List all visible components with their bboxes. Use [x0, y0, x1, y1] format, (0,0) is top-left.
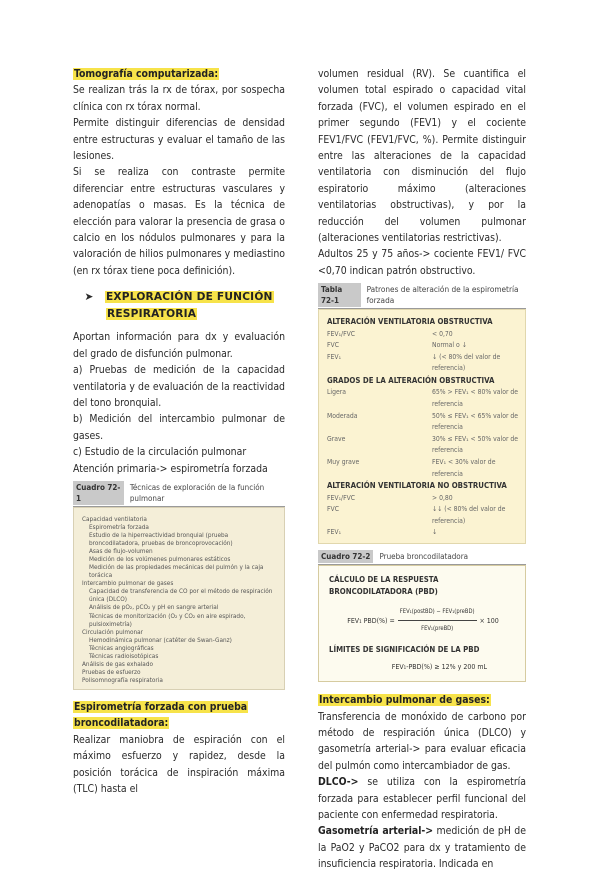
tabla-row [327, 493, 519, 505]
tabla-72-1-caption [318, 283, 526, 309]
cuadro-72-1 [73, 481, 285, 690]
tabla-row-value: 65% > FEV₁ < 80% valor de referencia [432, 388, 519, 409]
formula-left: FEV₁ PBD(%) = [347, 616, 395, 625]
tabla-row-parameter: FVC [327, 505, 339, 514]
gasometria-label: Gasometría arterial-> [318, 825, 434, 838]
tabla-row [327, 434, 519, 457]
tabla-section-header: ALTERACIÓN VENTILATORIA OBSTRUCTIVA [327, 317, 493, 327]
tabla-row [327, 457, 519, 480]
arrow-icon: ➤ [84, 291, 94, 304]
tabla-row [327, 504, 519, 527]
tomografia-paragraph-3: Si se realiza con contraste permite diferenciar entre estructuras vasculares y adenopatías o masas. Es la técnica de elección para valorar la presencia de grasa o calcio en los nódulos pulmonares y para la valoración de hilios pulmonares y mediastino (en rx tórax tiene poca definición). [73, 166, 285, 277]
pbd-limits-value: FEV₁-PBD(%) ≥ 12% y 200 mL [391, 662, 487, 671]
cuadro-72-1-item: Capacidad de transferencia de CO por el método de respiración única (DLCO) [89, 587, 273, 604]
atencion-primaria: Atención primaria-> espirometría forzada [73, 462, 268, 475]
cuadro-72-1-item: Técnicas radioisotópicas [89, 651, 159, 660]
exploracion-item-a: a) Pruebas de medición de la capacidad ventilatoria y de evaluación de la reactividad del tono bronquial. [73, 364, 285, 409]
tomografia-heading: Tomografía computarizada: [74, 68, 219, 80]
cuadro-72-1-item: Intercambio pulmonar de gases [82, 579, 174, 588]
tabla-row-value: ↓ (< 80% del valor de referencia) [432, 352, 501, 373]
cuadro-72-1-item: Capacidad ventilatoria [82, 514, 147, 523]
tabla-72-1-body [318, 309, 526, 544]
cuadro-72-1-item: Hemodinámica pulmonar (catéter de Swan-Ganz) [89, 635, 232, 644]
tabla-72-1 [318, 283, 526, 544]
cuadro-72-2 [318, 550, 526, 682]
cuadro-72-1-item: Medición de las propiedades mecánicas del pulmón y la caja torácica [89, 563, 264, 580]
tomografia-paragraph-1: Se realizan trás la rx de tórax, por sospecha clínica con rx tórax normal. [73, 84, 285, 113]
cuadro-72-1-item: Estudio de la hiperreactividad bronquial (prueba broncodilatadora, pruebas de broncoprovocación) [89, 531, 233, 548]
cuadro-72-1-item: Asas de flujo-volumen [89, 547, 153, 556]
cuadro-72-1-item: Pruebas de esfuerzo [82, 667, 141, 676]
cuadro-72-1-item: Análisis de pO₂, pCO₂ y pH en sangre arterial [89, 603, 219, 612]
left-column: Tomografía computarizada: Se realizan trás la rx de tórax, por sospecha clínica con rx tórax normal. Permite distinguir diferencias de densidad entre estructuras y evaluar el tamaño de las lesiones. Si se realiza con contraste permite diferenciar entre estructuras vasculares y adenopatías o masas. Es la técnica de elección para valorar la presencia de grasa o calcio en los nódulos pulmonares y para la valoración de hilios pulmonares y mediastino (en rx tórax tiene poca definición). ➤ EXPLORACIÓN DE FUNCIÓN RESPIRATORIA Aportan información para dx y evaluación del grado de disfunción pulmonar. a) Pruebas de medición de la capacidad ventilatoria y de evaluación de la reactividad del tono bronquial. b) Medición del intercambio pulmonar de gases. c) Estudio de la circulación pulmonar Atención primaria-> espirometría forzada Cuadro 72-1 Técnicas de exploración de la función pulmonar Capacidad ventilatoria Espirometría forzada Estudio de la hiperreactividad bronquial (prueba broncodilatadora, pruebas de broncoprovocación) Asas de flujo-volumen Medición de los volúmenes pulmonares estáticos Medición de las propiedades mecánicas del pulmón y la caja torácica Intercambio pulmonar de gases Capacidad de transferencia de CO por el método de respiración única (DLCO) Análisis de pO₂, pCO₂ y pH en sangre arterial Técnicas de monitorización (O₂ y CO₂ en aire espirado, pulsioximetría) Circulación pulmonar Hemodinámica pulmonar (catéter de Swan-Ganz) Técnicas angiográficas Técnicas radioisotópicas Análisis de gas exhalado Pruebas de esfuerzo Polisomnografía respiratoria Espirometría forzada con prueba broncodilatadora: Realizar maniobra de espiración con el máximo esfuerzo y rapidez, desde la posición torácica de inspiración máxima (TLC) hasta el [73, 66, 285, 797]
espirometria-paragraph: Realizar maniobra de espiración con el máximo esfuerzo y rapidez, desde la posición torácica de inspiración máxima (TLC) hasta el [73, 733, 285, 795]
cuadro-72-1-tag: Cuadro 72-1 [73, 481, 124, 505]
cuadro-72-1-item: Técnicas de monitorización (O₂ y CO₂ en aire espirado, pulsioximetría) [89, 611, 246, 628]
tabla-row-parameter: FEV₁ [327, 352, 342, 361]
tabla-row-parameter: Ligera [327, 388, 347, 397]
cuadro-72-1-item: Circulación pulmonar [82, 627, 144, 636]
tabla-row-value: > 0,80 [432, 493, 453, 502]
right-column [318, 66, 526, 873]
tabla-row-value: 30% ≤ FEV₁ < 50% valor de referencia [432, 434, 519, 455]
tabla-row [327, 340, 519, 352]
cuadro-72-1-title: Técnicas de exploración de la función pulmonar [129, 482, 265, 503]
tabla-row [327, 352, 519, 375]
cuadro-72-1-item: Técnicas angiográficas [89, 643, 154, 652]
tabla-row-value: Normal o ↓ [432, 341, 467, 350]
cuadro-72-2-tag: Cuadro 72-2 [318, 550, 373, 563]
tomografia-paragraph-2: Permite distinguir diferencias de densidad entre estructuras y evaluar el tamaño de las lesiones. [73, 117, 285, 163]
cuadro-72-1-item: Polisomnografía respiratoria [82, 675, 163, 684]
exploracion-heading: ➤ EXPLORACIÓN DE FUNCIÓN RESPIRATORIA [73, 289, 285, 323]
exploracion-item-c: c) Estudio de la circulación pulmonar [73, 446, 247, 459]
tabla-row-parameter: FEV₁/FVC [327, 329, 356, 338]
tabla-section-header: ALTERACIÓN VENTILATORIA NO OBSTRUCTIVA [327, 481, 507, 491]
cuadro-72-2-caption [318, 550, 526, 565]
espirometria-heading: Espirometría forzada con prueba [74, 700, 248, 713]
cuadro-72-2-body [318, 565, 526, 682]
tabla-row-parameter: FEV₁/FVC [327, 493, 356, 502]
cuadro-72-1-item: Medición de los volúmenes pulmonares estáticos [89, 555, 231, 564]
tabla-72-1-tag: Tabla 72-1 [318, 283, 361, 307]
tabla-row [327, 329, 519, 341]
intercambio-paragraph: Transferencia de monóxido de carbono por método de respiración única (DLCO) y gasometría arterial-> para evaluar eficacia del pulmón como intercambiador de gas. [318, 710, 526, 772]
exploracion-item-b: b) Medición del intercambio pulmonar de gases. [73, 413, 285, 442]
formula-denominator: FEV₁(preBD) [421, 626, 454, 633]
tabla-row-value: < 0,70 [432, 329, 453, 338]
tabla-row-parameter: Grave [327, 434, 346, 443]
formula-right: × 100 [479, 616, 499, 625]
formula-fraction [398, 604, 477, 638]
cuadro-72-2-title: Prueba broncodilatadora [379, 552, 469, 561]
tabla-row-parameter: FEV₁ [327, 528, 342, 537]
tabla-row-parameter: Moderada [327, 411, 358, 420]
dlco-paragraph: DLCO-> se utiliza con la espirometría forzada para establecer perfil funcional del paciente con enfermedad respiratoria. [318, 776, 526, 822]
cuadro-72-1-caption [73, 481, 285, 507]
cuadro-72-1-item: Análisis de gas exhalado [82, 659, 154, 668]
pbd-formula [329, 604, 517, 638]
espirometria-continued: volumen residual (RV). Se cuantifica el volumen total espirado o capacidad vital forzada (FVC), el volumen espirado en el primer segundo (FEV1) y el cociente FEV1/FVC (FEV1/FVC, %). Permite distinguir entre las alteraciones de la capacidad ventilatoria con disminución del flujo espiratorio máximo (alteraciones ventilatorias obstructivas), y por la reducción del volumen pulmonar (alteraciones ventilatorias restrictivas). [318, 68, 526, 245]
tabla-72-1-title: Patrones de alteración de la espirometría forzada [366, 284, 519, 306]
tabla-row-value: 50% ≤ FEV₁ < 65% valor de referencia [432, 411, 519, 432]
dlco-label: DLCO-> [318, 776, 359, 789]
tabla-row [327, 527, 519, 539]
pbd-limits-header: LÍMITES DE SIGNIFICACIÓN DE LA PBD [329, 644, 480, 654]
tabla-row [327, 411, 519, 434]
formula-numerator: FEV₁(postBD) − FEV₁(preBD) [398, 604, 477, 621]
tabla-row-parameter: Muy grave [327, 458, 360, 467]
tabla-row-value: FEV₁ < 30% valor de referencia [432, 458, 496, 478]
cuadro-72-1-item: Espirometría forzada [89, 522, 149, 531]
tabla-row-value: ↓↓ (< 80% del valor de referencia) [432, 505, 506, 525]
gasometria-paragraph: Gasometría arterial-> medición de pH de la PaO2 y PaCO2 para dx y tratamiento de insuficiencia respiratoria. Indicada en [318, 825, 526, 871]
cuadro-72-1-list [73, 507, 285, 690]
tabla-row-value: ↓ [432, 528, 438, 537]
tabla-section-header: GRADOS DE LA ALTERACIÓN OBSTRUCTIVA [327, 376, 495, 386]
intercambio-heading: Intercambio pulmonar de gases: [319, 694, 490, 707]
tabla-row-parameter: FVC [327, 341, 339, 350]
pbd-calc-header: CÁLCULO DE LA RESPUESTA BRONCODILATADORA (PBD) [329, 575, 439, 596]
exploracion-intro: Aportan información para dx y evaluación del grado de disfunción pulmonar. [73, 331, 285, 360]
tabla-row [327, 387, 519, 410]
adultos-paragraph: Adultos 25 y 75 años-> cociente FEV1/ FVC <0,70 indican patrón obstructivo. [318, 248, 526, 277]
